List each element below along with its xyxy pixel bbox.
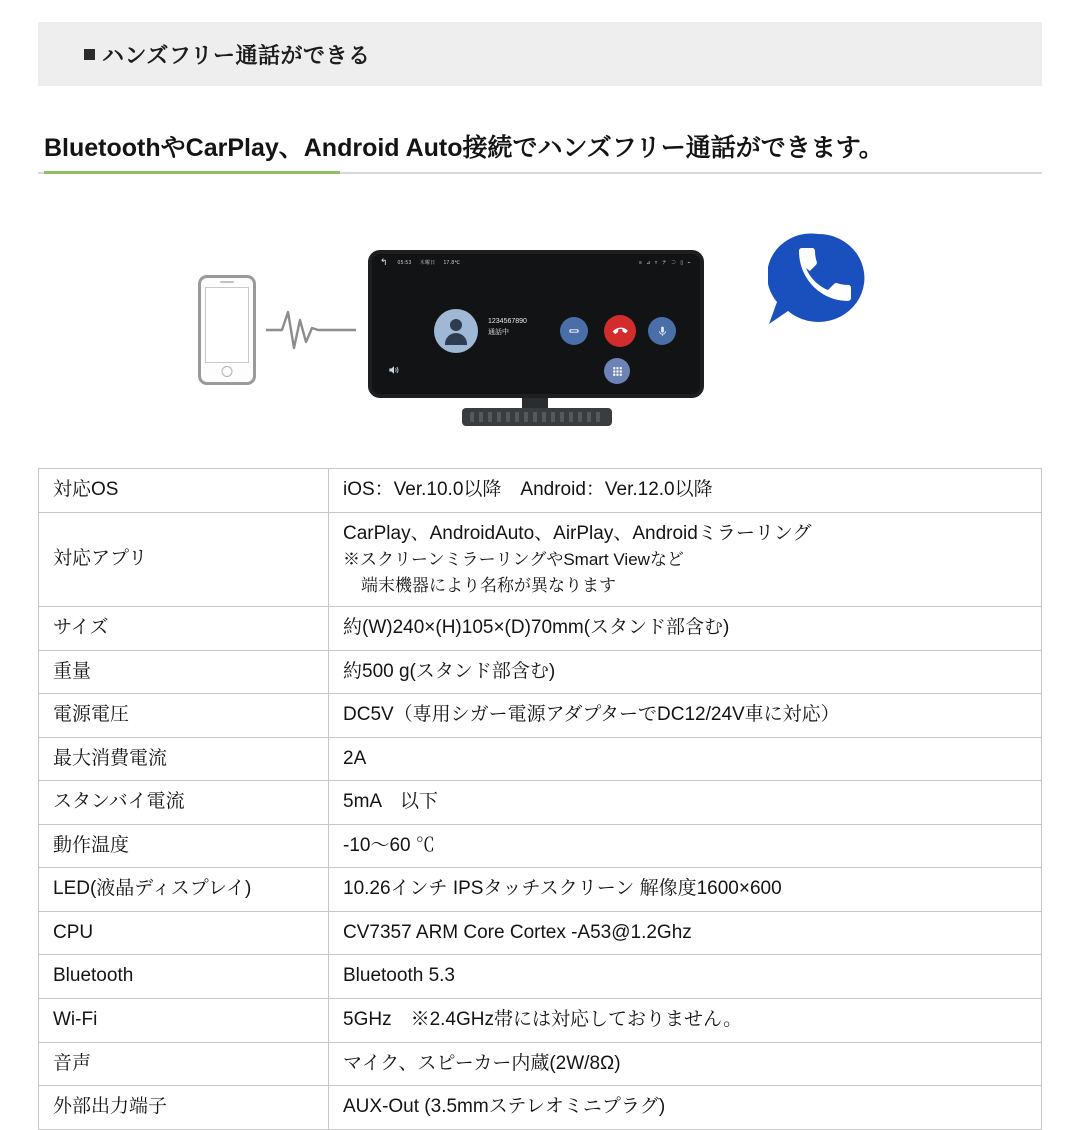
avatar-head-icon xyxy=(450,319,462,331)
status-indicator-icons: ≡ ⊿ ᴛ テ ⊃ ▯ ⌁ xyxy=(639,260,692,266)
table-row xyxy=(39,955,1042,999)
spec-key: 動作温度 xyxy=(39,824,329,868)
table-row xyxy=(39,781,1042,825)
mute-button[interactable] xyxy=(648,317,676,345)
device-statusbar xyxy=(372,254,700,271)
call-status: 通話中 xyxy=(488,328,509,336)
spec-value: Bluetooth 5.3 xyxy=(329,955,1042,999)
smartphone-illustration xyxy=(198,275,256,385)
table-row xyxy=(39,737,1042,781)
table-row xyxy=(39,650,1042,694)
spec-key: スタンバイ電流 xyxy=(39,781,329,825)
avatar-body-icon xyxy=(445,333,467,345)
back-icon[interactable]: ↰ xyxy=(380,257,388,267)
spec-key: 対応OS xyxy=(39,469,329,513)
table-row xyxy=(39,512,1042,607)
spec-key: 対応アプリ xyxy=(39,512,329,607)
spec-value: -10〜60 ℃ xyxy=(329,824,1042,868)
table-row xyxy=(39,607,1042,651)
phone-call-bubble-icon xyxy=(768,232,868,326)
spec-value: 5mA 以下 xyxy=(329,781,1042,825)
spec-key: 電源電圧 xyxy=(39,694,329,738)
status-date: 木曜日 xyxy=(419,260,436,266)
table-row xyxy=(39,1086,1042,1130)
phone-home-button-icon xyxy=(222,366,233,377)
hangup-phone-icon xyxy=(612,323,629,340)
spec-key: Wi-Fi xyxy=(39,999,329,1043)
phone-screen xyxy=(205,287,249,363)
speaker-icon xyxy=(387,363,401,377)
spec-value: 10.26インチ IPSタッチスクリーン 解像度1600×600 xyxy=(329,868,1042,912)
status-time: 05:53 xyxy=(397,259,412,266)
product-illustration xyxy=(38,180,1042,465)
caller-number: 1234567890 xyxy=(488,318,527,325)
spec-value: 5GHz ※2.4GHz帯には対応しておりません。 xyxy=(329,999,1042,1043)
spec-value: iOS：Ver.10.0以降 Android：Ver.12.0以降 xyxy=(329,469,1042,513)
car-monitor-device xyxy=(368,250,704,398)
spec-key: 最大消費電流 xyxy=(39,737,329,781)
table-row xyxy=(39,694,1042,738)
spec-key: 重量 xyxy=(39,650,329,694)
spec-value-main: CarPlay、AndroidAuto、AirPlay、Androidミラーリング xyxy=(343,522,812,544)
divider-accent xyxy=(44,171,340,174)
spec-value: 約500 g(スタンド部含む) xyxy=(329,650,1042,694)
spec-value: 約(W)240×(H)105×(D)70mm(スタンド部含む) xyxy=(329,607,1042,651)
call-info xyxy=(488,317,527,338)
table-row xyxy=(39,1042,1042,1086)
spec-key: サイズ xyxy=(39,607,329,651)
speaker-button[interactable] xyxy=(386,362,402,378)
spec-key: 外部出力端子 xyxy=(39,1086,329,1130)
spec-value: マイク、スピーカー内蔵(2W/8Ω) xyxy=(329,1042,1042,1086)
spec-key: LED(液晶ディスプレイ) xyxy=(39,868,329,912)
table-row xyxy=(39,911,1042,955)
spec-key: CPU xyxy=(39,911,329,955)
device-stand-base xyxy=(462,408,612,426)
bullet-square-icon xyxy=(84,49,95,60)
spec-value: DC5V（専用シガー電源アダプターでDC12/24V車に対応） xyxy=(329,694,1042,738)
keypad-icon xyxy=(567,324,581,338)
phone-speaker-icon xyxy=(220,281,234,283)
keypad-button[interactable] xyxy=(560,317,588,345)
hangup-button[interactable] xyxy=(604,315,636,347)
spec-value: CV7357 ARM Core Cortex -A53@1.2Ghz xyxy=(329,911,1042,955)
spec-value-note-1: ※スクリーンミラーリングやSmart Viewなど xyxy=(343,550,684,570)
lead-text: BluetoothやCarPlay、Android Auto接続でハンズフリー通話ができます。 xyxy=(44,134,884,162)
microphone-icon xyxy=(656,325,669,338)
table-row xyxy=(39,999,1042,1043)
dialpad-grid-icon xyxy=(611,365,624,378)
table-row xyxy=(39,868,1042,912)
dialpad-button[interactable] xyxy=(604,358,630,384)
caller-avatar xyxy=(434,309,478,353)
table-row xyxy=(39,824,1042,868)
spec-value: AUX-Out (3.5mmステレオミニプラグ) xyxy=(329,1086,1042,1130)
page-title: ハンズフリー通話ができる xyxy=(102,42,371,68)
signal-waveform-icon xyxy=(266,298,356,362)
spec-value: 2A xyxy=(329,737,1042,781)
status-temperature: 17.8℃ xyxy=(443,259,461,266)
section-header-band xyxy=(38,22,1042,86)
spec-value-note-2: 端末機器により名称が異なります xyxy=(361,575,616,595)
specification-table xyxy=(38,468,1042,1130)
stand-base-texture xyxy=(470,412,604,422)
spec-key: Bluetooth xyxy=(39,955,329,999)
spec-key: 音声 xyxy=(39,1042,329,1086)
table-row xyxy=(39,469,1042,513)
spec-value xyxy=(329,512,1042,607)
